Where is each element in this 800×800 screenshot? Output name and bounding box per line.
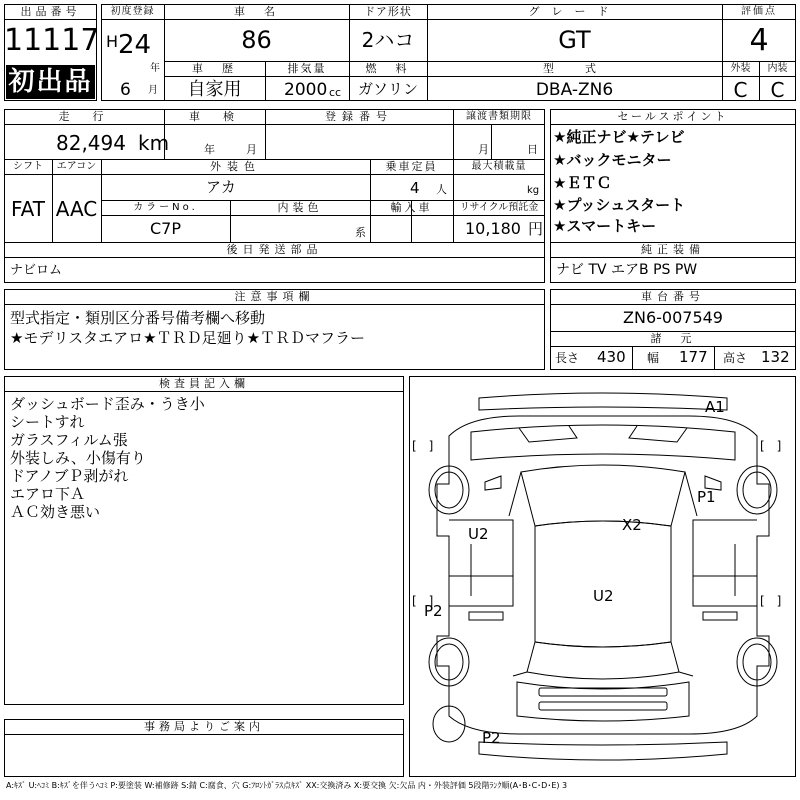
capacity-unit: 人 xyxy=(436,183,447,196)
shift-label: シフト xyxy=(13,161,43,172)
int-color-unit: 系 xyxy=(355,226,366,239)
plate-label: 登録番号 xyxy=(325,110,393,123)
first-listing-badge: 初出品 xyxy=(6,65,95,99)
int-color-label: 内装色 xyxy=(277,201,323,214)
score-label: 評価点 xyxy=(741,6,777,17)
bracket-right-low: [ ] xyxy=(760,594,782,608)
exterior-grade: C xyxy=(733,78,748,102)
inspector-line: 外装しみ、小傷有り xyxy=(10,449,146,467)
ext-color: アカ xyxy=(206,178,236,196)
mileage-unit: km xyxy=(138,131,170,155)
car-name-label: 車 名 xyxy=(234,5,279,18)
damage-mark-center: U2 xyxy=(593,587,614,605)
notes-label: 注意事項欄 xyxy=(234,290,315,303)
inspector-line: エアロ下Ａ xyxy=(10,485,86,503)
inspector-line: ガラスフィルム張 xyxy=(10,431,128,449)
grade-label: グレード xyxy=(528,5,621,18)
width-label: 幅 xyxy=(647,351,660,365)
sales-points-label: セールスポイント xyxy=(617,110,729,123)
history-label: 車 歴 xyxy=(192,62,237,75)
first-reg-month: 6 xyxy=(120,80,131,100)
displacement-unit: cc xyxy=(329,86,342,99)
recycle-amount: 10,180 xyxy=(465,219,521,238)
damage-mark-left-door: U2 xyxy=(468,525,489,543)
shift: FAT xyxy=(10,197,45,221)
damage-mark-right-fender: P1 xyxy=(697,488,716,506)
bracket-right: [ ] xyxy=(760,439,782,453)
bracket-left: [ ] xyxy=(412,439,434,453)
sales-point: ★純正ナビ★テレビ xyxy=(553,128,685,146)
height-label: 高さ xyxy=(723,351,748,365)
fuel: ガソリン xyxy=(357,80,418,98)
inspector-line: シートすれ xyxy=(10,413,85,431)
color-no: C7P xyxy=(150,219,181,238)
equipment-items: ナビ TV エアB PS PW xyxy=(556,262,698,278)
inspector-line: ドアノブＰ剥がれ xyxy=(10,467,129,485)
first-reg-year: 24 xyxy=(118,30,152,60)
interior-label: 内装 xyxy=(767,63,788,74)
ac: AAC xyxy=(55,197,98,221)
recycle-unit: 円 xyxy=(528,220,544,238)
capacity: 4 xyxy=(410,179,420,197)
ext-color-label: 外装色 xyxy=(210,160,261,173)
door-type: 2ハコ xyxy=(361,28,415,52)
bracket-left-low: [ ] xyxy=(412,594,434,608)
sales-point: ★ＥＴＣ xyxy=(553,174,612,192)
transfer-day-unit: 日 xyxy=(527,143,538,156)
sales-point: ★バックモニター xyxy=(553,151,672,169)
height: 132 xyxy=(761,348,790,366)
damage-mark-left-rear: P2 xyxy=(424,602,443,620)
year-unit: 年 xyxy=(150,63,160,74)
car-diagram xyxy=(409,376,796,777)
inspector-label: 検査員記入欄 xyxy=(159,377,249,390)
model-label: 型 式 xyxy=(543,62,606,75)
month-unit: 月 xyxy=(148,85,158,96)
chassis-number: ZN6-007549 xyxy=(623,308,723,327)
width: 177 xyxy=(679,348,708,366)
damage-mark-roof: X2 xyxy=(622,516,642,534)
era: H xyxy=(106,32,119,51)
fuel-label: 燃 料 xyxy=(365,62,411,75)
max-load-label: 最大積載量 xyxy=(471,161,527,172)
grade: GT xyxy=(558,26,591,54)
interior-grade: C xyxy=(770,78,785,102)
dimensions-label: 諸 元 xyxy=(650,332,696,345)
chassis-label: 車台番号 xyxy=(641,290,705,303)
mileage: 82,494 xyxy=(56,131,126,155)
door-label: ドア形状 xyxy=(364,5,412,18)
sales-point: ★プッシュスタート xyxy=(553,196,686,214)
max-load-unit: kg xyxy=(527,185,540,196)
length-label: 長さ xyxy=(555,351,580,365)
inspection-month-unit: 月 xyxy=(246,143,257,156)
inspection-label: 車 検 xyxy=(189,110,240,123)
displacement-label: 排気量 xyxy=(287,62,327,75)
inspection-year-unit: 年 xyxy=(204,143,215,156)
score: 4 xyxy=(749,23,769,58)
mileage-label: 走 行 xyxy=(58,110,110,123)
office-label: 事務局よりご案内 xyxy=(144,720,264,733)
later-parts-label: 後日発送部品 xyxy=(226,243,323,256)
recycle-label: リサイクル預託金 xyxy=(459,202,539,213)
legend: A:ｷｽﾞ U:ﾍｺﾐ B:ｷｽﾞを伴うﾍｺﾐ P:要塗装 W:補修跡 S:錆 C:腐食、穴 G:ﾌﾛﾝﾄｶﾞﾗｽ点ｷｽﾞ XX:交換済み X:要交換 欠:欠品 内・外装評価 5段階ﾗﾝｸ順(A･B･C･D･E) 3 xyxy=(6,781,568,790)
model-code: DBA-ZN6 xyxy=(535,80,614,100)
inspector-line: ＡＣ効き悪い xyxy=(10,503,101,521)
displacement: 2000 xyxy=(284,80,328,100)
note-line: ★モデリスタエアロ★ＴＲＤ足廻り★ＴＲＤマフラー xyxy=(10,329,366,347)
inspector-line: ダッシュボード歪み・うき小 xyxy=(10,395,205,413)
car-name: 86 xyxy=(241,26,272,54)
transfer-month-unit: 月 xyxy=(478,143,489,156)
note-line: 型式指定・類別区分番号備考欄へ移動 xyxy=(10,309,266,327)
color-no-label: カラーNo. xyxy=(133,202,198,213)
length: 430 xyxy=(597,348,626,366)
capacity-label: 乗車定員 xyxy=(385,160,438,173)
exterior-label: 外装 xyxy=(730,63,751,74)
later-parts: ナビロム xyxy=(10,263,63,278)
ac-label: エアコン xyxy=(56,161,97,172)
lot-number: 11117 xyxy=(4,23,100,58)
sales-point: ★スマートキー xyxy=(553,217,657,235)
history: 自家用 xyxy=(187,79,242,100)
transfer-deadline-label: 譲渡書類期限 xyxy=(466,111,532,122)
first-reg-label: 初度登録 xyxy=(110,6,155,17)
lot-number-label: 出品番号 xyxy=(20,5,81,18)
import-label: 輸入車 xyxy=(390,201,433,214)
damage-mark-rear-bumper: P2 xyxy=(482,729,501,747)
damage-mark-front-bumper: A1 xyxy=(705,398,725,416)
equipment-label: 純正装備 xyxy=(641,243,705,256)
